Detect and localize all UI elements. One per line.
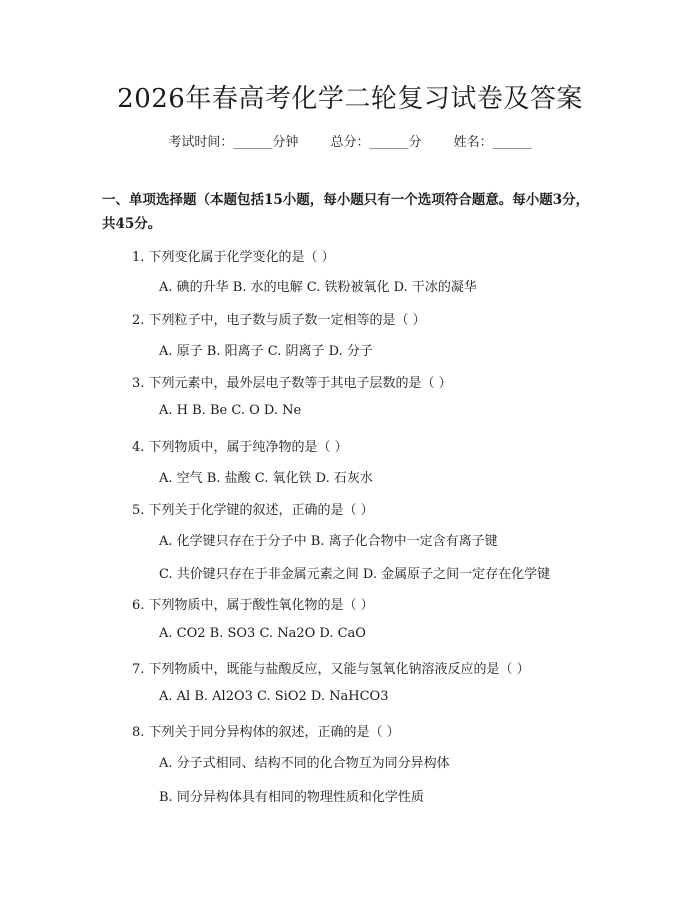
exam-title: 2026年春高考化学二轮复习试卷及答案: [117, 84, 583, 114]
question-stem: 8. 下列关于同分异构体的叙述，正确的是（ ）: [132, 725, 400, 740]
question-options: A. Al B. Al2O3 C. SiO2 D. NaHCO3: [159, 689, 389, 704]
question-stem: 1. 下列变化属于化学变化的是（ ）: [132, 250, 335, 265]
exam-time: 考试时间：______分钟: [168, 135, 299, 150]
question-options: A. CO2 B. SO3 C. Na2O D. CaO: [159, 626, 366, 641]
question-options: A. H B. Be C. O D. Ne: [159, 403, 302, 418]
question-options: A. 分子式相同、结构不同的化合物互为同分异构体: [159, 756, 450, 771]
question-options: A. 碘的升华 B. 水的电解 C. 铁粉被氧化 D. 干冰的凝华: [159, 280, 477, 295]
exam-total-score: 总分：______分: [330, 135, 422, 150]
exam-meta: [0, 131, 700, 150]
question-stem: 7. 下列物质中，既能与盐酸反应，又能与氢氧化钠溶液反应的是（ ）: [132, 662, 530, 677]
question-stem: 3. 下列元素中，最外层电子数等于其电子层数的是（ ）: [132, 376, 452, 391]
question-stem: 6. 下列物质中，属于酸性氧化物的是（ ）: [132, 598, 374, 613]
section-heading: 一、单项选择题（本题包括15小题，每小题只有一个选项符合题意。每小题3分，共45分。: [102, 192, 590, 232]
question-stem: 2. 下列粒子中，电子数与质子数一定相等的是（ ）: [132, 313, 426, 328]
question-options: B. 同分异构体具有相同的物理性质和化学性质: [159, 790, 424, 805]
question-stem: 4. 下列物质中，属于纯净物的是（ ）: [132, 440, 348, 455]
question-options: A. 原子 B. 阳离子 C. 阴离子 D. 分子: [159, 344, 373, 359]
question-options: A. 化学键只存在于分子中 B. 离子化合物中一定含有离子键: [159, 534, 498, 549]
question-stem: 5. 下列关于化学键的叙述，正确的是（ ）: [132, 503, 374, 518]
question-options: C. 共价键只存在于非金属元素之间 D. 金属原子之间一定存在化学键: [159, 567, 551, 582]
question-options: A. 空气 B. 盐酸 C. 氧化铁 D. 石灰水: [159, 471, 373, 486]
exam-student-name: 姓名：______: [453, 135, 532, 150]
